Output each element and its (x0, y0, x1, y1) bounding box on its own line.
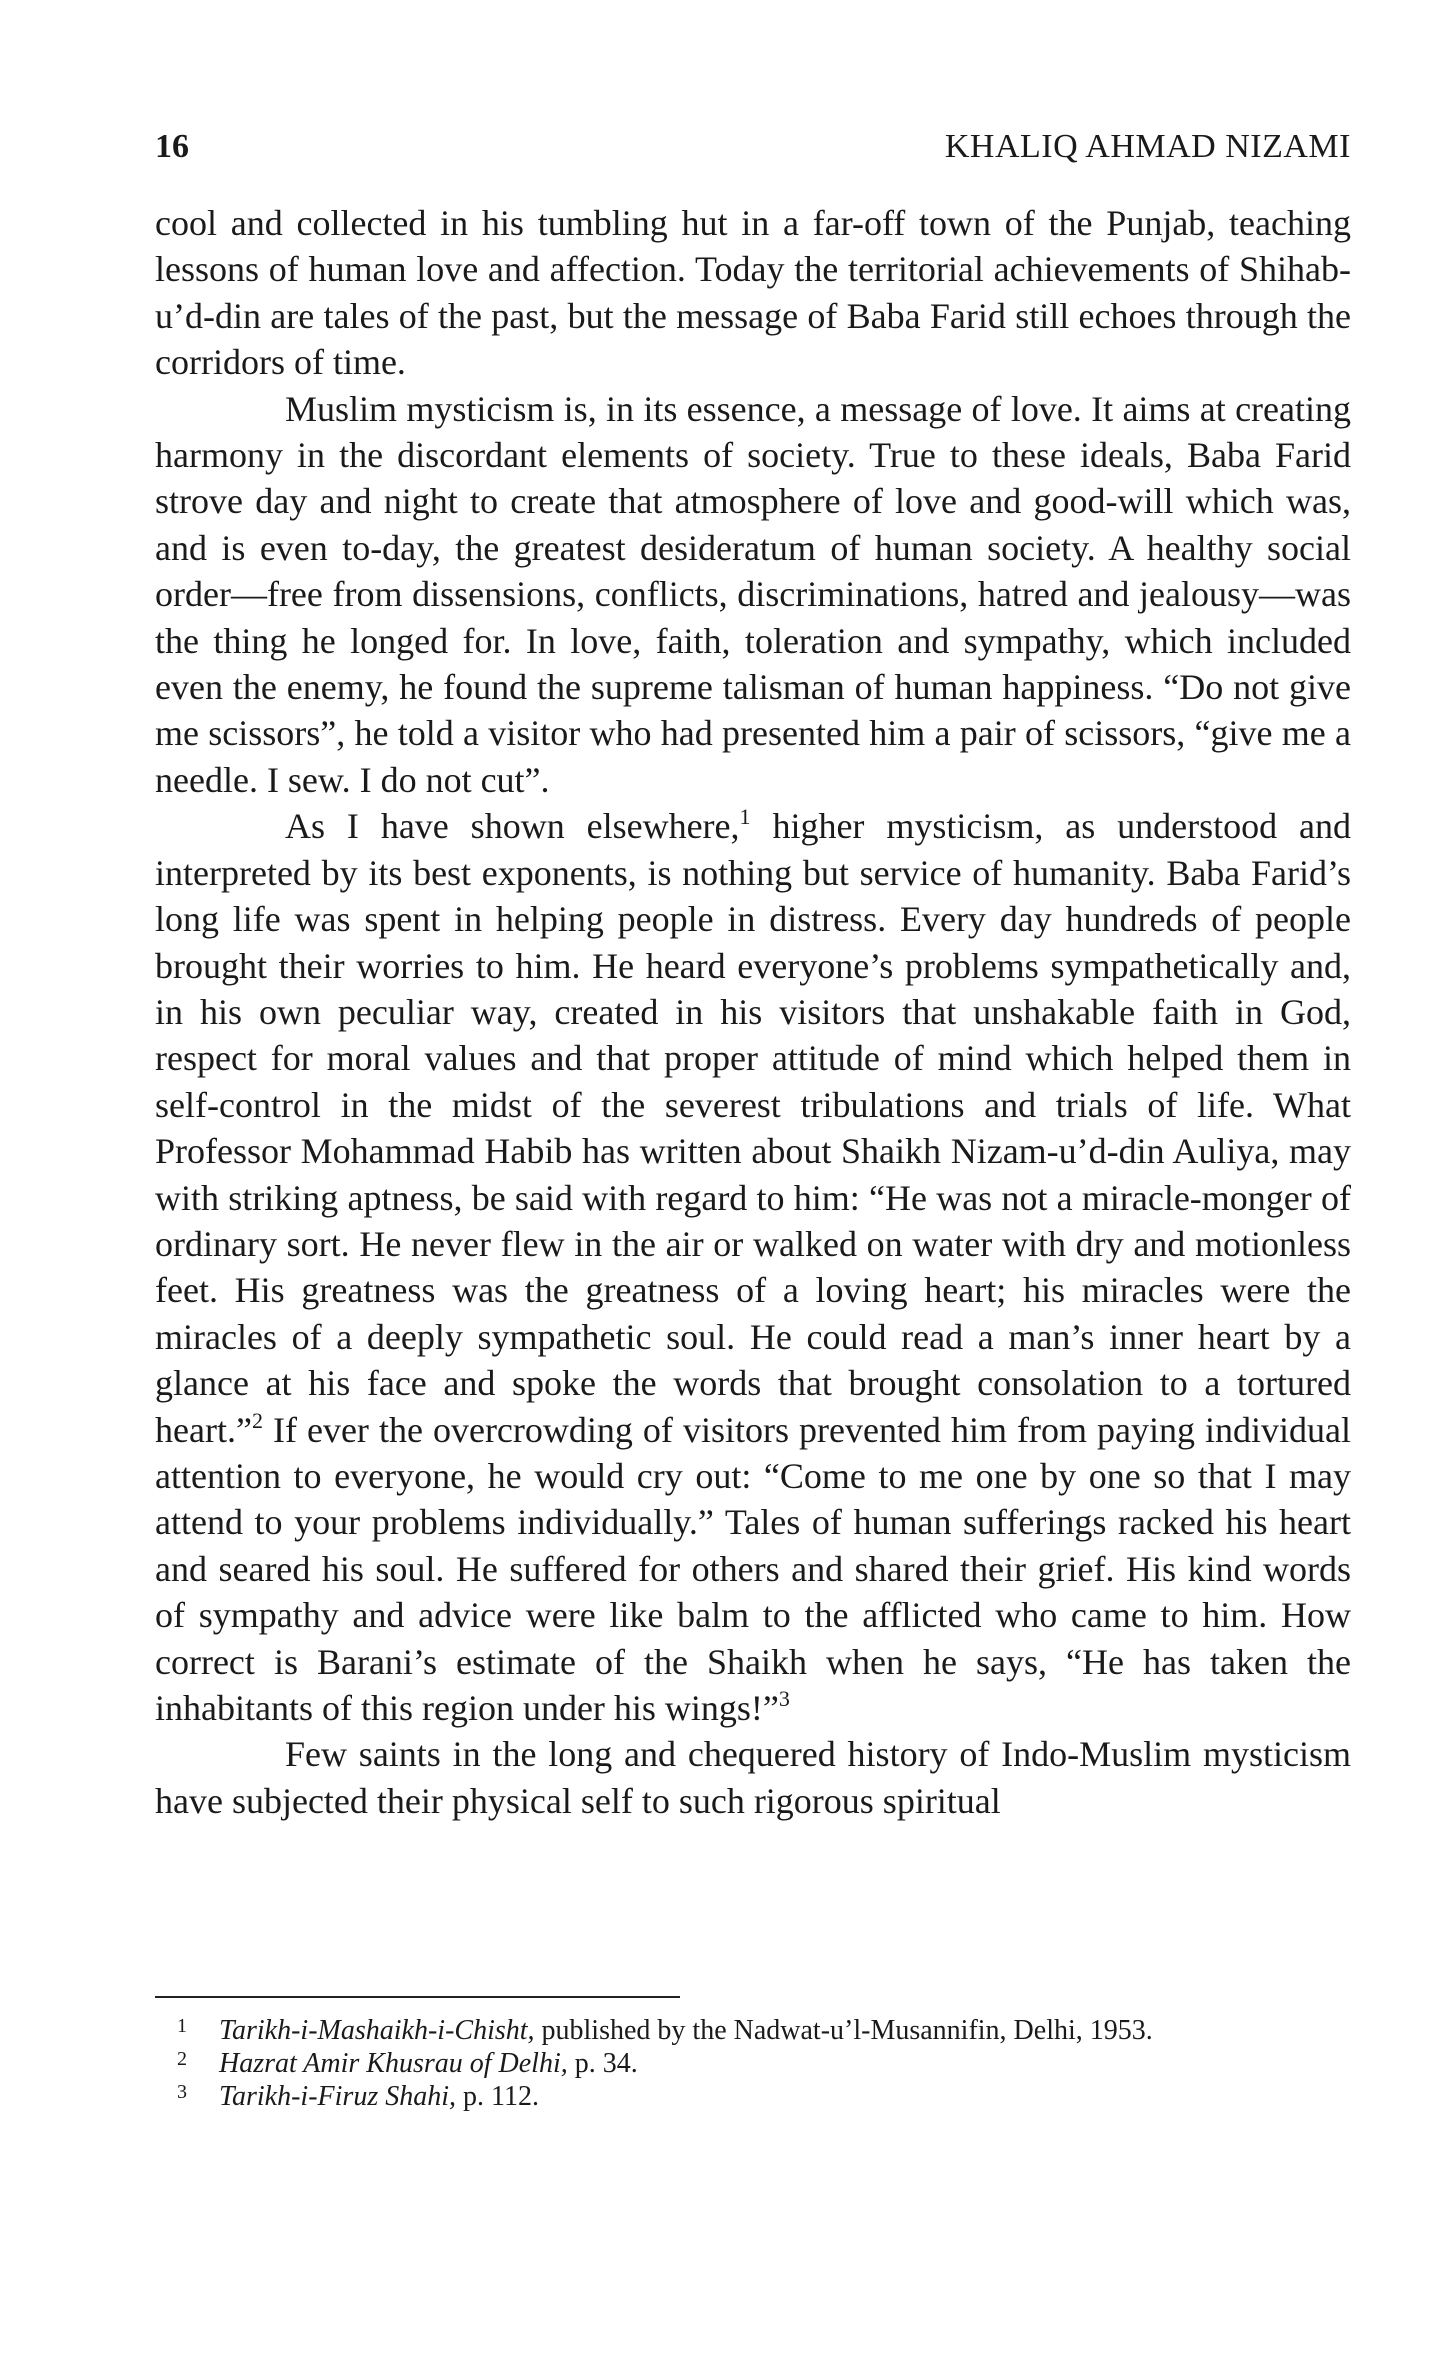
paragraph (155, 803, 1351, 1731)
footnote-mark: 2 (177, 2048, 187, 2070)
footnote-text (219, 2014, 1153, 2047)
footnote-details: p. 112. (456, 2081, 539, 2112)
footnote-details: p. 34. (567, 2048, 638, 2079)
footnote-details: published by the Nadwat-u’l-Musannifin, Delhi, 1953. (534, 2015, 1153, 2046)
footnote-text (219, 2047, 638, 2080)
paragraph-text: cool and collected in his tumbling hut in a far-off town of the Punjab, teaching lessons of human love and affection. Today the territorial achievements of Shihab-u’d-din are tales of the past, but the message of Baba Farid still echoes through the corridors of time. (155, 203, 1351, 383)
paragraph (155, 1731, 1351, 1824)
running-title: KHALIQ AHMAD NIZAMI (944, 128, 1351, 165)
page-number: 16 (155, 128, 189, 165)
body-text (155, 200, 1351, 1824)
footnotes (155, 2014, 1351, 2113)
footnote-reference: 2 (251, 1407, 263, 1433)
footnote-rule (155, 1996, 680, 1998)
paragraph (155, 200, 1351, 386)
footnote-title: Hazrat Amir Khusrau of Delhi, (219, 2048, 568, 2079)
running-head (155, 128, 1351, 178)
paragraph-text: Muslim mysticism is, in its essence, a message of love. It aims at creating harmony in the discordant elements of society. True to these ideals, Baba Farid strove day and night to create that atmosphere of love and good-will which was, and is even to-day, the greatest desideratum of human society. A healthy social order—free from dissensions, conflicts, discriminations, hatred and jealousy—was the thing he longed for. In love, faith, toleration and sympathy, which included even the enemy, he found the supreme talisman of human happiness. “Do not give me scissors”, he told a visitor who had presented him a pair of scissors, “give me a needle. I sew. I do not cut”. (155, 388, 1351, 800)
paragraph-text: Few saints in the long and chequered history of Indo-Muslim mysticism have subjected their physical self to such rigorous spiritual (155, 1734, 1351, 1821)
paragraph (155, 386, 1351, 804)
footnote (155, 2014, 1351, 2047)
footnote-mark: 1 (177, 2015, 187, 2037)
footnote-reference: 3 (778, 1686, 790, 1711)
footnote (155, 2047, 1351, 2080)
paragraph-text: higher mysticism, as understood and interpreted by its best exponents, is nothing but service of humanity. Baba Farid’s long life was spent in helping people in distress. Every day hundreds of people brought their worries to him. He heard everyone’s problems sympathetically and, in his own peculiar way, created in his visitors that unshakable faith in God, respect for moral values and that proper attitude of mind which helped them in self-control in the midst of the severest tribulations and trials of life. What Professor Mohammad Habib has written about Shaikh Nizam-u’d-din Auliya, may with striking aptness, be said with regard to him: “He was not a miracle-monger of ordinary sort. He never flew in the air or walked on water with dry and motionless feet. His greatness was the greatness of a loving heart; his miracles were the miracles of a deeply sympathetic soul. He could read a man’s inner heart by a glance at his face and spoke the words that brought consolation to a tortured heart.” (155, 806, 1352, 1450)
footnote (155, 2080, 1351, 2113)
footnote-title: Tarikh-i-Mashaikh-i-Chisht, (219, 2015, 535, 2046)
footnote-text (219, 2080, 539, 2113)
footnote-mark: 3 (177, 2081, 187, 2103)
footnote-title: Tarikh-i-Firuz Shahi, (219, 2081, 456, 2112)
paragraph-text: If ever the overcrowding of visitors prevented him from paying individual attention to everyone, he would cry out: “Come to me one by one so that I may attend to your problems individually.” Tales of human sufferings racked his heart and seared his soul. He suffered for others and shared their grief. His kind words of sympathy and advice were like balm to the afflicted who came to him. How correct is Barani’s estimate of the Shaikh when he says, “He has taken the inhabitants of this region under his wings!” (155, 1409, 1351, 1728)
paragraph-text: As I have shown elsewhere, (285, 806, 740, 847)
footnote-reference: 1 (739, 804, 751, 830)
